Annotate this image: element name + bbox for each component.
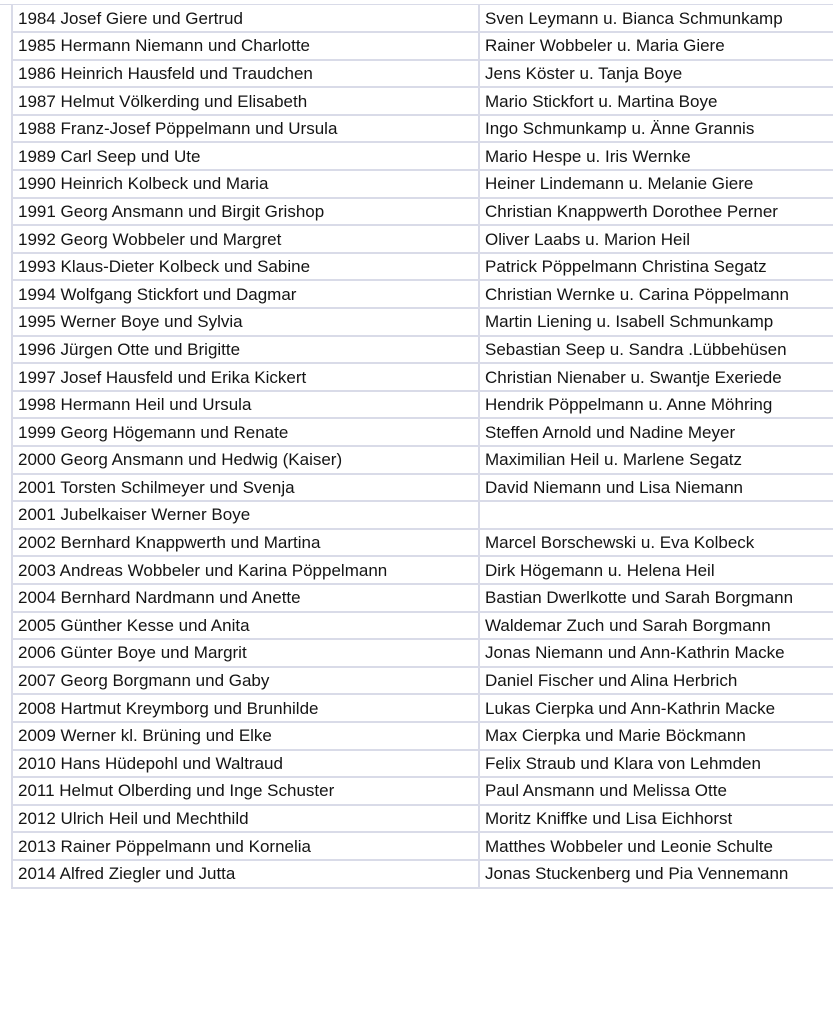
table-row: [12, 805, 833, 833]
cell-king-couple[interactable]: 1989 Carl Seep und Ute: [12, 142, 479, 170]
table-row: [12, 87, 833, 115]
table-row: [12, 391, 833, 419]
cell-king-couple[interactable]: 1998 Hermann Heil und Ursula: [12, 391, 479, 419]
cell-king-couple[interactable]: 1996 Jürgen Otte und Brigitte: [12, 336, 479, 364]
roster-table: [11, 4, 833, 889]
cell-king-couple[interactable]: 1987 Helmut Völkerding und Elisabeth: [12, 87, 479, 115]
cell-king-couple[interactable]: 2011 Helmut Olberding und Inge Schuster: [12, 777, 479, 805]
cell-king-couple[interactable]: 2009 Werner kl. Brüning und Elke: [12, 722, 479, 750]
cell-king-couple[interactable]: 1986 Heinrich Hausfeld und Traudchen: [12, 60, 479, 88]
cell-youth-couple[interactable]: Jonas Niemann und Ann-Kathrin Macke: [479, 639, 833, 667]
table-row: [12, 60, 833, 88]
table-row: [12, 446, 833, 474]
cell-youth-couple[interactable]: Mario Stickfort u. Martina Boye: [479, 87, 833, 115]
cell-king-couple[interactable]: 2007 Georg Borgmann und Gaby: [12, 667, 479, 695]
cell-king-couple[interactable]: 1991 Georg Ansmann und Birgit Grishop: [12, 198, 479, 226]
cell-youth-couple[interactable]: Moritz Kniffke und Lisa Eichhorst: [479, 805, 833, 833]
cell-youth-couple[interactable]: Jonas Stuckenberg und Pia Vennemann: [479, 860, 833, 888]
table-row: [12, 170, 833, 198]
cell-king-couple[interactable]: 1995 Werner Boye und Sylvia: [12, 308, 479, 336]
cell-youth-couple[interactable]: Heiner Lindemann u. Melanie Giere: [479, 170, 833, 198]
cell-youth-couple[interactable]: Max Cierpka und Marie Böckmann: [479, 722, 833, 750]
cell-king-couple[interactable]: 1988 Franz-Josef Pöppelmann und Ursula: [12, 115, 479, 143]
cell-youth-couple[interactable]: Jens Köster u. Tanja Boye: [479, 60, 833, 88]
cell-king-couple[interactable]: 2004 Bernhard Nardmann und Anette: [12, 584, 479, 612]
cell-youth-couple[interactable]: Ingo Schmunkamp u. Änne Grannis: [479, 115, 833, 143]
cell-youth-couple[interactable]: Felix Straub und Klara von Lehmden: [479, 750, 833, 778]
cell-king-couple[interactable]: 2002 Bernhard Knappwerth und Martina: [12, 529, 479, 557]
table-row: [12, 860, 833, 888]
cell-king-couple[interactable]: 2003 Andreas Wobbeler und Karina Pöppelmann: [12, 556, 479, 584]
cell-youth-couple[interactable]: Paul Ansmann und Melissa Otte: [479, 777, 833, 805]
table-row: [12, 474, 833, 502]
cell-youth-couple[interactable]: Rainer Wobbeler u. Maria Giere: [479, 32, 833, 60]
table-row: [12, 529, 833, 557]
cell-king-couple[interactable]: 1984 Josef Giere und Gertrud: [12, 5, 479, 33]
cell-youth-couple[interactable]: Sebastian Seep u. Sandra .Lübbehüsen: [479, 336, 833, 364]
table-row: [12, 694, 833, 722]
table-row: [12, 418, 833, 446]
cell-king-couple[interactable]: 2000 Georg Ansmann und Hedwig (Kaiser): [12, 446, 479, 474]
cell-king-couple[interactable]: 2012 Ulrich Heil und Mechthild: [12, 805, 479, 833]
cell-king-couple[interactable]: 1994 Wolfgang Stickfort und Dagmar: [12, 280, 479, 308]
table-row: [12, 225, 833, 253]
cell-king-couple[interactable]: 2006 Günter Boye und Margrit: [12, 639, 479, 667]
table-row: [12, 722, 833, 750]
cell-youth-couple[interactable]: Christian Knappwerth Dorothee Perner: [479, 198, 833, 226]
cell-king-couple[interactable]: 1992 Georg Wobbeler und Margret: [12, 225, 479, 253]
cell-youth-couple[interactable]: Maximilian Heil u. Marlene Segatz: [479, 446, 833, 474]
cell-king-couple[interactable]: 1997 Josef Hausfeld und Erika Kickert: [12, 363, 479, 391]
cell-youth-couple[interactable]: Lukas Cierpka und Ann-Kathrin Macke: [479, 694, 833, 722]
cell-youth-couple[interactable]: Bastian Dwerlkotte und Sarah Borgmann: [479, 584, 833, 612]
table-row: [12, 501, 833, 529]
table-row: [12, 32, 833, 60]
cell-youth-couple[interactable]: Marcel Borschewski u. Eva Kolbeck: [479, 529, 833, 557]
cell-youth-couple[interactable]: Martin Liening u. Isabell Schmunkamp: [479, 308, 833, 336]
cell-king-couple[interactable]: 2008 Hartmut Kreymborg und Brunhilde: [12, 694, 479, 722]
cell-king-couple[interactable]: 1990 Heinrich Kolbeck und Maria: [12, 170, 479, 198]
cell-king-couple[interactable]: 2001 Jubelkaiser Werner Boye: [12, 501, 479, 529]
table-row: [12, 115, 833, 143]
cell-king-couple[interactable]: 1999 Georg Högemann und Renate: [12, 418, 479, 446]
table-row: [12, 363, 833, 391]
cell-king-couple[interactable]: 2014 Alfred Ziegler und Jutta: [12, 860, 479, 888]
cell-youth-couple[interactable]: David Niemann und Lisa Niemann: [479, 474, 833, 502]
table-row: [12, 639, 833, 667]
cell-king-couple[interactable]: 2013 Rainer Pöppelmann und Kornelia: [12, 832, 479, 860]
cell-youth-couple[interactable]: Sven Leymann u. Bianca Schmunkamp: [479, 5, 833, 33]
table-row: [12, 584, 833, 612]
cell-king-couple[interactable]: 1985 Hermann Niemann und Charlotte: [12, 32, 479, 60]
table-row: [12, 336, 833, 364]
cell-youth-couple[interactable]: Steffen Arnold und Nadine Meyer: [479, 418, 833, 446]
cell-youth-couple[interactable]: Christian Nienaber u. Swantje Exeriede: [479, 363, 833, 391]
cell-king-couple[interactable]: 2010 Hans Hüdepohl und Waltraud: [12, 750, 479, 778]
cell-youth-couple[interactable]: Christian Wernke u. Carina Pöppelmann: [479, 280, 833, 308]
table-row: [12, 832, 833, 860]
table-row: [12, 556, 833, 584]
cell-youth-couple[interactable]: Matthes Wobbeler und Leonie Schulte: [479, 832, 833, 860]
cell-youth-couple[interactable]: Patrick Pöppelmann Christina Segatz: [479, 253, 833, 281]
cell-king-couple[interactable]: 2005 Günther Kesse und Anita: [12, 612, 479, 640]
cell-king-couple[interactable]: 2001 Torsten Schilmeyer und Svenja: [12, 474, 479, 502]
cell-youth-couple[interactable]: [479, 501, 833, 529]
cell-youth-couple[interactable]: Mario Hespe u. Iris Wernke: [479, 142, 833, 170]
cell-youth-couple[interactable]: Dirk Högemann u. Helena Heil: [479, 556, 833, 584]
table-row: [12, 280, 833, 308]
table-row: [12, 750, 833, 778]
table-row: [12, 667, 833, 695]
cell-youth-couple[interactable]: Oliver Laabs u. Marion Heil: [479, 225, 833, 253]
table-row: [12, 198, 833, 226]
table-row: [12, 612, 833, 640]
cell-king-couple[interactable]: 1993 Klaus-Dieter Kolbeck und Sabine: [12, 253, 479, 281]
table-row: [12, 142, 833, 170]
cell-youth-couple[interactable]: Daniel Fischer und Alina Herbrich: [479, 667, 833, 695]
table-row: [12, 5, 833, 33]
roster-table-body: [12, 5, 833, 888]
cell-youth-couple[interactable]: Hendrik Pöppelmann u. Anne Möhring: [479, 391, 833, 419]
table-row: [12, 777, 833, 805]
cell-youth-couple[interactable]: Waldemar Zuch und Sarah Borgmann: [479, 612, 833, 640]
table-row: [12, 308, 833, 336]
table-row: [12, 253, 833, 281]
